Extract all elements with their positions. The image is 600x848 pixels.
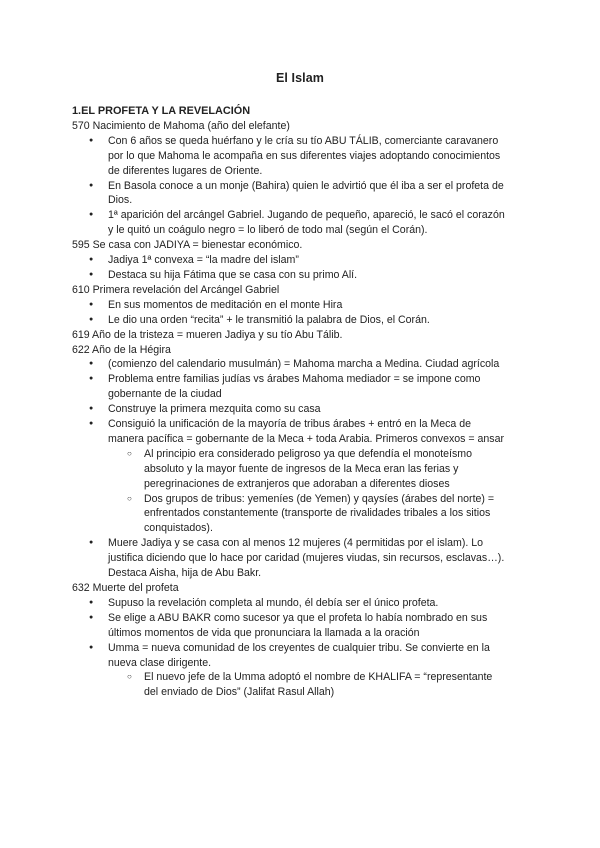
list-item: [72, 611, 532, 641]
text-line: ● Construye la primera mezquita como su casa: [108, 403, 321, 416]
text-line: peregrinaciones de extranjeros que adoraban a diferentes dioses: [144, 477, 450, 490]
text-line: gobernante de la ciudad: [108, 388, 222, 401]
list-item: [72, 357, 532, 372]
sublist-622: [108, 447, 532, 536]
text-line: ● Supuso la revelación completa al mundo, él debía ser el único profeta.: [108, 596, 439, 609]
text-line: ● Problema entre familias judías vs árabes Mahoma mediador = se impone como: [108, 373, 481, 386]
text-line: ● Con 6 años se queda huérfano y le cría su tío ABU TÁLIB, comerciante caravanero: [108, 134, 499, 147]
text-line: manera pacífica = gobernante de la Meca + toda Arabia. Primeros convexos = ansar: [108, 432, 505, 445]
list-item: [72, 596, 532, 611]
text-line: conquistados).: [144, 522, 213, 535]
text-line: del enviado de Dios” (Jalifat Rasul Allah): [144, 686, 335, 699]
list-item: [72, 268, 532, 283]
sub-list-item: [108, 670, 532, 700]
text-line: nueva clase dirigente.: [108, 656, 212, 669]
list-622: [72, 357, 532, 581]
text-line: ● Muere Jadiya y se casa con al menos 12 mujeres (4 permitidas por el islam). Lo: [108, 537, 484, 550]
entry-595: 595 Se casa con JADIYA = bienestar económico.: [72, 239, 303, 252]
text-line: ● Umma = nueva comunidad de los creyentes de cualquier tribu. Se convierte en la: [108, 641, 490, 654]
text-line: últimos momentos de vida que pronunciara la llamada a la oración: [108, 626, 420, 639]
text-line: ● Le dio una orden “recita” + le transmitió la palabra de Dios, el Corán.: [108, 313, 430, 326]
section-heading: 1.EL PROFETA Y LA REVELACIÓN: [72, 105, 251, 117]
sub-list-item: [108, 492, 532, 537]
list-item: [72, 208, 532, 238]
text-line: Dios.: [108, 194, 133, 207]
text-line: ● Consiguió la unificación de la mayoría de tribus árabes + entró en la Meca de: [108, 418, 472, 431]
text-line: ● Destaca su hija Fátima que se casa con su primo Alí.: [108, 268, 358, 281]
list-item: [72, 134, 532, 179]
list-item: [72, 402, 532, 417]
list-item: [72, 298, 532, 313]
sub-list-item: [108, 447, 532, 492]
entry-570: 570 Nacimiento de Mahoma (año del elefante): [72, 119, 290, 132]
text-line: ● En sus momentos de meditación en el monte Hira: [108, 298, 343, 311]
text-line: Destaca Aisha, hija de Abu Bakr.: [108, 567, 262, 580]
list-item: [72, 641, 532, 701]
text-line: enfrentados constantemente (transporte de rivalidades tribales a los sitios: [144, 507, 491, 520]
list-632: [72, 596, 532, 700]
list-item: [72, 313, 532, 328]
text-line: de diferentes lugares de Oriente.: [108, 164, 263, 177]
list-570: [72, 134, 532, 238]
entry-610: 610 Primera revelación del Arcángel Gabriel: [72, 283, 280, 296]
list-item: [72, 179, 532, 209]
text-line: y le quitó un coágulo negro = lo liberó de todo mal (según el Corán).: [108, 224, 428, 237]
entry-622: 622 Año de la Hégira: [72, 343, 171, 356]
text-line: ○ El nuevo jefe de la Umma adoptó el nombre de KHALIFA = “representante: [144, 671, 493, 684]
text-line: por lo que Mahoma le acompaña en sus diferentes viajes adoptando conocimientos: [108, 149, 501, 162]
document-body: [72, 104, 532, 700]
entry-632: 632 Muerte del profeta: [72, 582, 179, 594]
text-line: ○ Al principio era considerado peligroso ya que defendía el monoteísmo: [144, 447, 473, 460]
list-item: [72, 536, 532, 581]
text-line: ● 1ª aparición del arcángel Gabriel. Jugando de pequeño, apareció, le sacó el corazón: [108, 209, 505, 222]
text-line: absoluto y la mayor fuente de ingresos de la Meca eran las ferias y: [144, 462, 459, 475]
list-item: [72, 417, 532, 536]
sublist-632: [108, 670, 532, 700]
list-610: [72, 298, 532, 328]
text-line: ● Se elige a ABU BAKR como sucesor ya que el profeta lo había nombrado en sus: [108, 611, 488, 624]
text-line: justifica diciendo que lo hace por caridad (mujeres viudas, sin recursos, esclavas…).: [108, 552, 505, 565]
entry-619: 619 Año de la tristeza = mueren Jadiya y su tío Abu Tálib.: [72, 328, 343, 341]
text-line: ○ Dos grupos de tribus: yemeníes (de Yemen) y qaysíes (árabes del norte) =: [144, 492, 495, 505]
page-title: El Islam: [275, 71, 325, 85]
text-line: ● En Basola conoce a un monje (Bahira) quien le advirtió que él iba a ser el profeta de: [108, 179, 504, 192]
list-item: [72, 372, 532, 402]
list-595: [72, 253, 532, 283]
text-line: ● (comienzo del calendario musulmán) = Mahoma marcha a Medina. Ciudad agrícola: [108, 358, 500, 371]
text-line: ● Jadiya 1ª convexa = “la madre del islam”: [108, 254, 299, 267]
list-item: [72, 253, 532, 268]
